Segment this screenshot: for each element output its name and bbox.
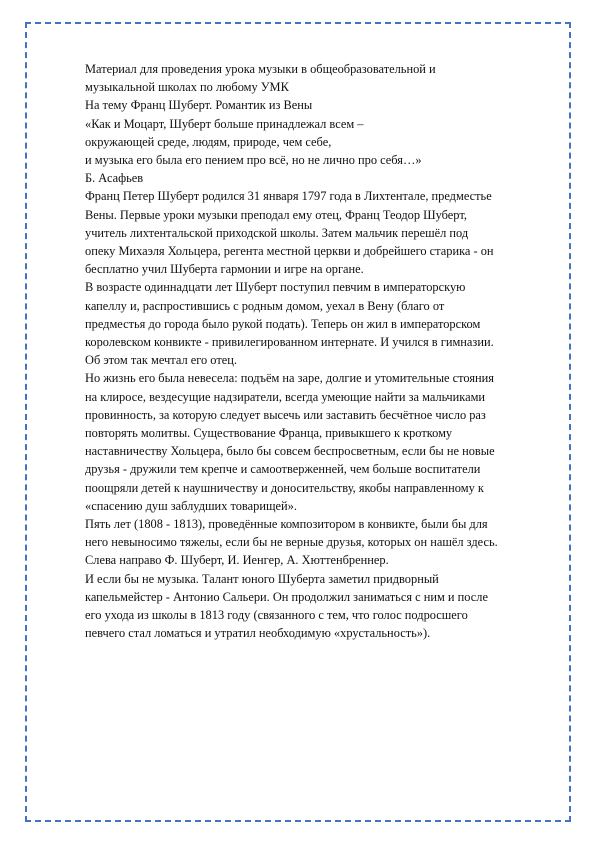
paragraph-salieri	[85, 570, 525, 643]
paragraph-line: Слева направо Ф. Шуберт, И. Иенгер, А. Хюттенбреннер.	[85, 553, 389, 568]
paragraph-convict-years	[85, 515, 525, 570]
paragraph-line: Но жизнь его была невесела: подъём на заре, долгие и утомительные стояния	[85, 371, 495, 386]
paragraph-chapel	[85, 278, 525, 369]
document-topic: На тему Франц Шуберт. Романтик из Вены	[85, 98, 313, 113]
document-body	[85, 60, 525, 643]
paragraph-line: Вены. Первые уроки музыки преподал ему отец, Франц Теодор Шуберт,	[85, 207, 467, 222]
paragraph-line: королевском конвикте - привилегированном интернате. И учился в гимназии.	[85, 335, 494, 350]
paragraph-birth	[85, 187, 525, 278]
paragraph-line: него невыносимо тяжелы, если бы не верные друзья, которых он нашёл здесь.	[85, 535, 498, 550]
epigraph-author: Б. Асафьев	[85, 171, 144, 186]
paragraph-line: Пять лет (1808 - 1813), проведённые композитором в конвикте, были бы для	[85, 517, 488, 532]
paragraph-line: поощряли детей к наушничеству и доносительству, якобы направленному к	[85, 480, 484, 495]
paragraph-line: учитель лихтентальской приходской школы. Затем мальчик перешёл под	[85, 225, 469, 240]
paragraph-line: наставничеству Хольцера, было бы совсем беспросветным, если бы не новые	[85, 444, 495, 459]
paragraph-hardship	[85, 369, 525, 515]
paragraph-line: капельмейстер - Антонио Сальери. Он продолжил заниматься с ним и после	[85, 589, 488, 604]
paragraph-line: его ухода из школы в 1813 году (связанного с тем, что голос подросшего	[85, 608, 468, 623]
paragraph-line: повторять молитвы. Существование Франца, привыкшего к кроткому	[85, 426, 453, 441]
paragraph-line: И если бы не музыка. Талант юного Шуберта заметил придворный	[85, 571, 439, 586]
paragraph-line: певчего стал ломаться и утратил необходимую «хрустальность»).	[85, 626, 431, 641]
paragraph-line: В возрасте одиннадцати лет Шуберт поступил певчим в императорскую	[85, 280, 466, 295]
paragraph-line: на клиросе, вездесущие надзиратели, всегда умеющие найти за мальчиками	[85, 389, 486, 404]
header-line-2: музыкальной школах по любому УМК	[85, 80, 289, 95]
epigraph-line: окружающей среде, людям, природе, чем себе,	[85, 134, 332, 149]
epigraph-line: и музыка его была его пением про всё, но не лично про себя…»	[85, 153, 422, 168]
paragraph-line: капеллу и, распростившись с родным домом, уехал в Вену (благо от	[85, 298, 445, 313]
epigraph	[85, 115, 525, 188]
header-line-1: Материал для проведения урока музыки в общеобразовательной и	[85, 62, 436, 76]
paragraph-line: бесплатно учил Шуберта гармонии и игре на органе.	[85, 262, 364, 277]
paragraph-line: «спасению душ заблудших товарищей».	[85, 498, 297, 513]
epigraph-line: «Как и Моцарт, Шуберт больше принадлежал всем –	[85, 116, 364, 131]
paragraph-line: опеку Михаэля Хольцера, регента местной церкви и добрейшего старика - он	[85, 244, 494, 259]
paragraph-line: Об этом так мечтал его отец.	[85, 353, 237, 368]
paragraph-line: друзья - дружили тем крепче и самоотверженней, чем больше воспитатели	[85, 462, 481, 477]
paragraph-line: предместья до города было рукой подать). Теперь он жил в императорском	[85, 316, 481, 331]
paragraph-line: провинность, за которую следует высечь или заставить бесчётное число раз	[85, 407, 486, 422]
paragraph-line: Франц Петер Шуберт родился 31 января 1797 года в Лихтентале, предместье	[85, 189, 492, 204]
document-header	[85, 60, 525, 96]
